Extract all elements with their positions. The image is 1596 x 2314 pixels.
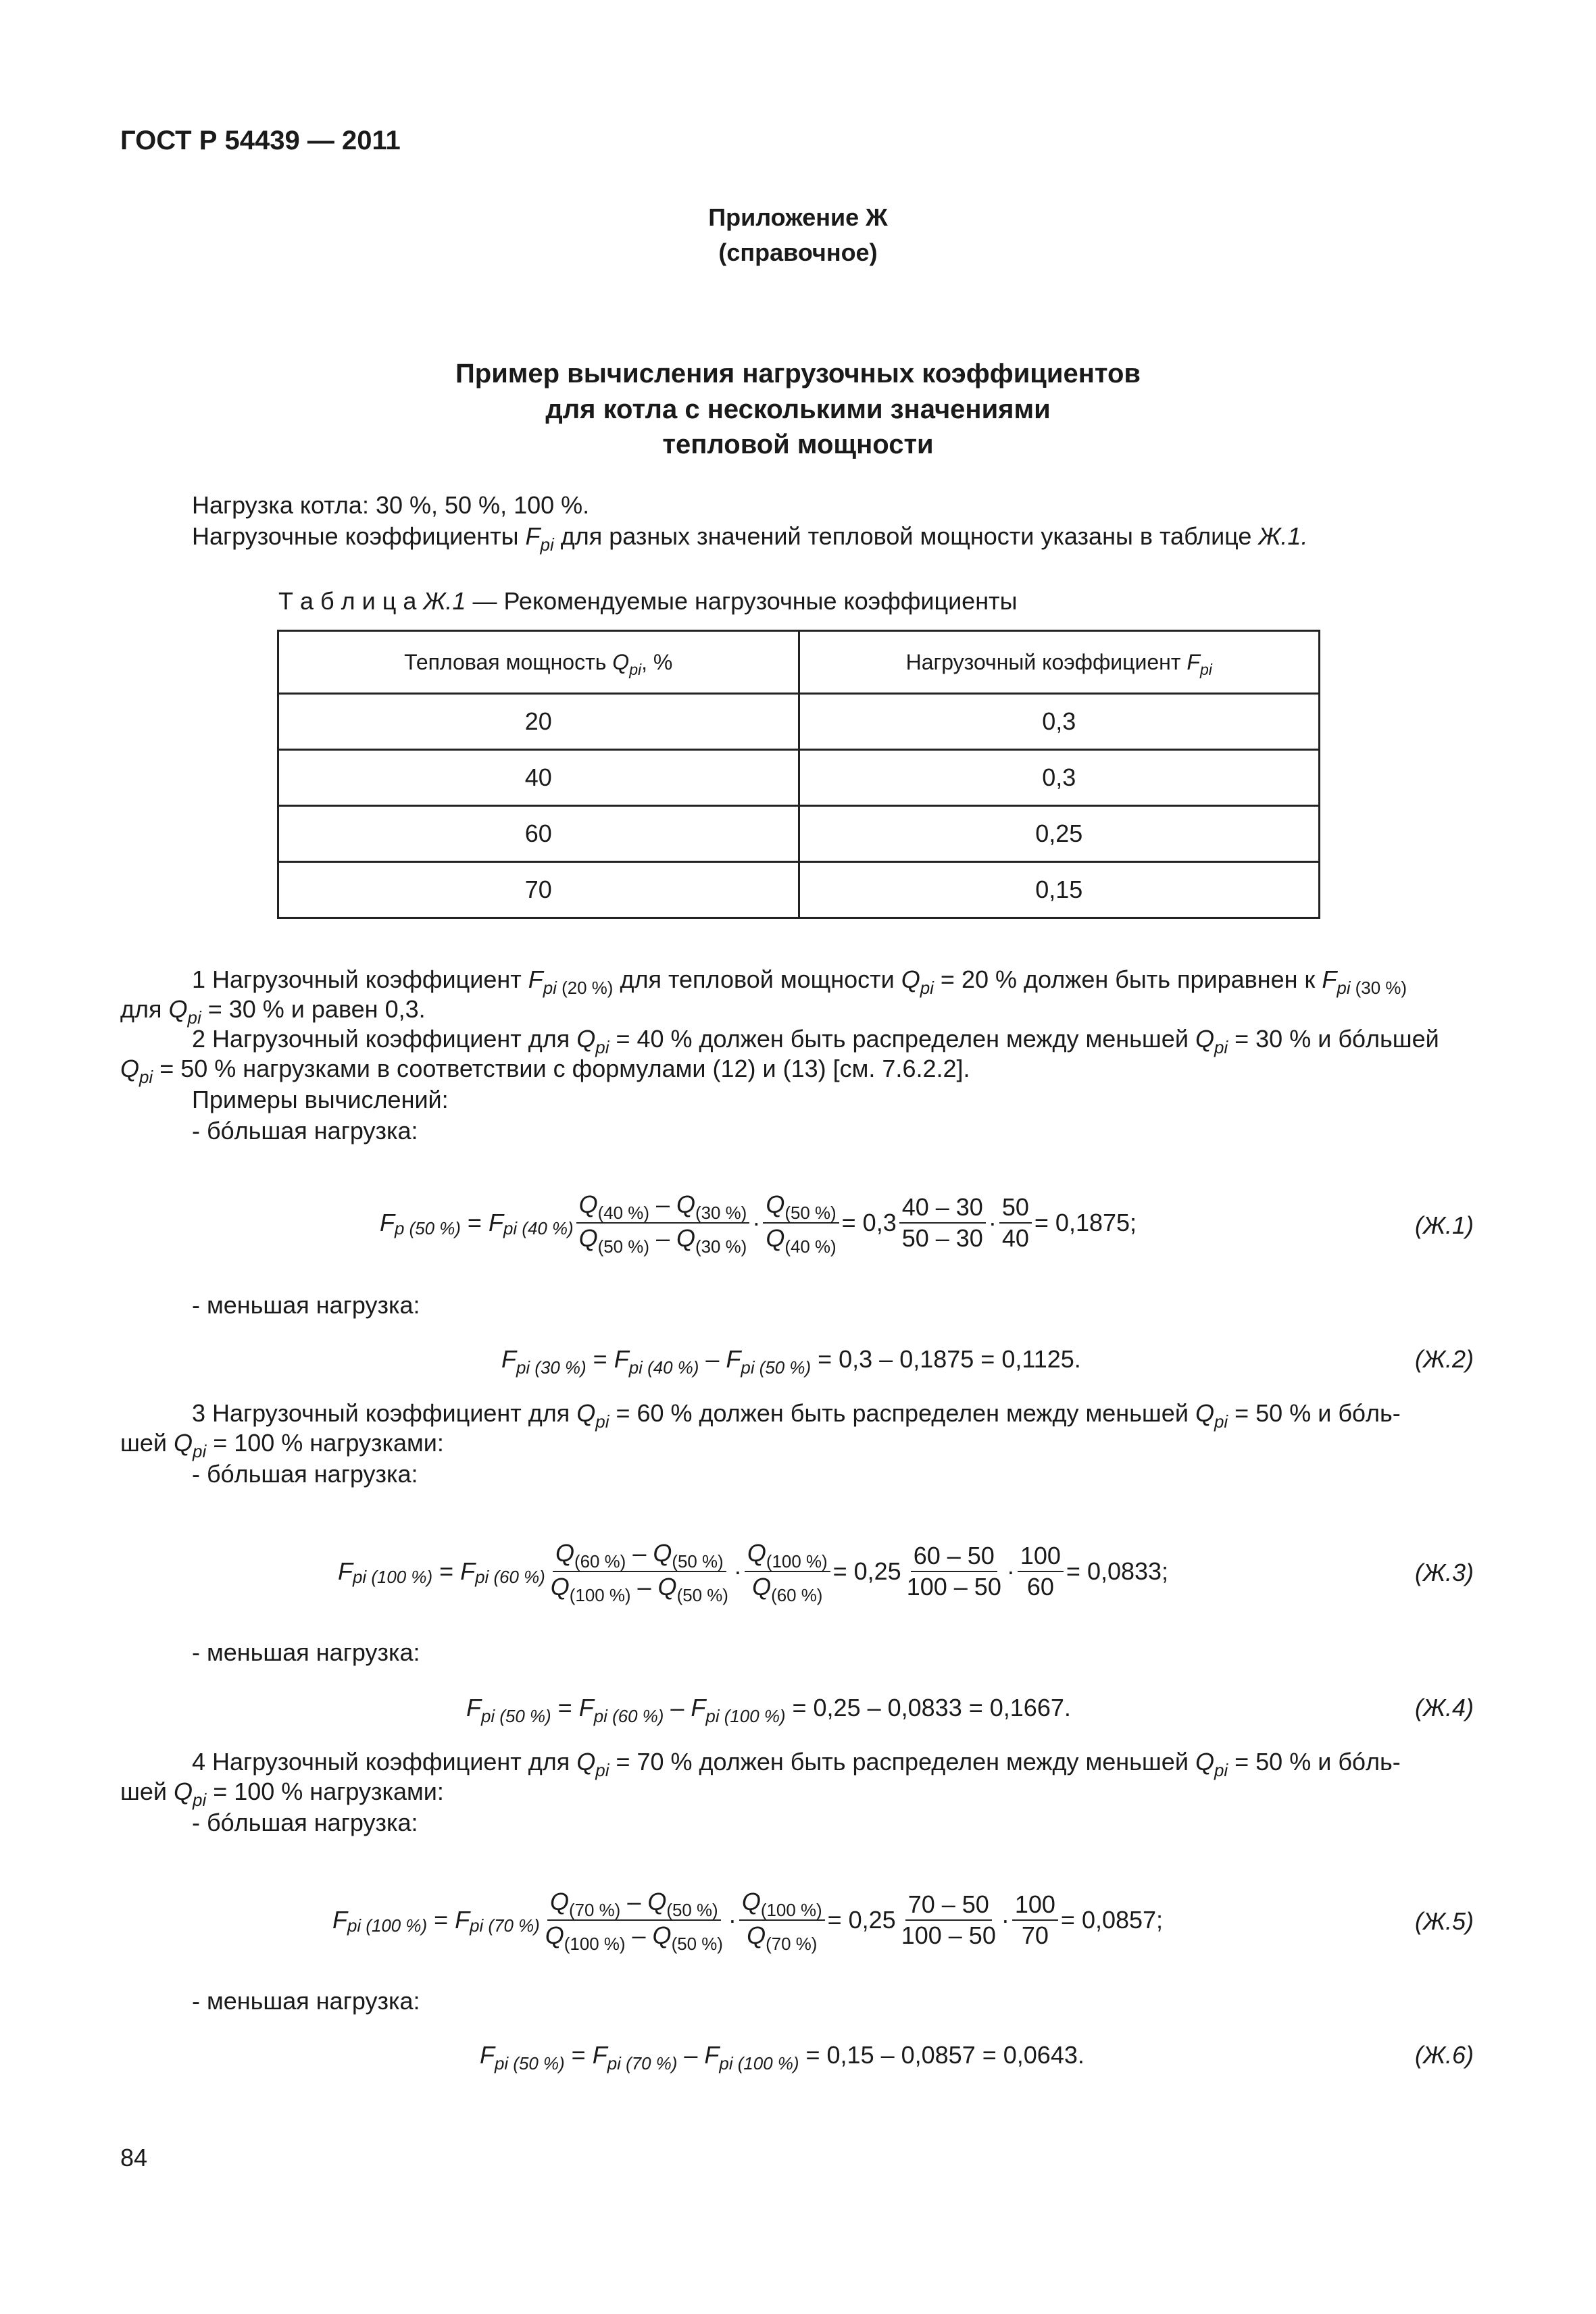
- note-1-line-1: 1 Нагрузочный коэффициент $F_{pi (20 \%)}$ для тепловой мощности $Q_{pi} = 20$ % должен быть приравнен к $F_{pi (30 \%)}$: [192, 965, 1407, 999]
- table-cell-coefficient: 0,3: [799, 694, 1320, 750]
- note-4-line-1: 4 Нагрузочный коэффициент для $Q_{pi} = 70$ % должен быть распределен между меньшей $Q_{pi} = 50$ % и бóль-: [192, 1748, 1401, 1781]
- table-cell-coefficient: 0,3: [799, 750, 1320, 806]
- note-2-line-2: $Q_{pi} = 50$ % нагрузками в соответствии с формулами (12) и (13) [см. 7.6.2.2].: [120, 1055, 970, 1088]
- appendix-kind: (справочное): [718, 238, 878, 266]
- intro-line-1: Нагрузка котла: 30 %, 50 %, 100 %.: [192, 491, 590, 519]
- note-3-line-2: шей $Q_{pi} = 100$ % нагрузками:: [120, 1429, 444, 1462]
- table-row: [278, 806, 1320, 862]
- table-cell-power: 60: [278, 806, 799, 862]
- table-cell-coefficient: 0,25: [799, 806, 1320, 862]
- examples-label: Примеры вычислений:: [192, 1086, 449, 1113]
- table-header-power: Тепловая мощность $Q_{pi}$, %: [278, 631, 799, 694]
- table-header-row: [278, 631, 1320, 694]
- table-row: [278, 694, 1320, 750]
- main-title-line-3: тепловой мощности: [662, 430, 934, 459]
- appendix-label: Приложение Ж: [708, 203, 888, 231]
- lesser-load-label: - меньшая нагрузка:: [192, 1291, 420, 1319]
- formula-zh5: F pi (100 %) = F pi (70 %) $\frac{Q_{(70 \%)} - Q_{(50 \%)}}{Q_{(100 \%)} - Q_{(50 \%)}}$ · $\frac{Q_{(100 \%)}}{Q_{(70 \%)}}$ = 0,25 $\frac{70 - 50}{100 - 50}$ · $\frac{100}{70}$ = 0,0857;: [332, 1888, 1164, 1955]
- appendix-title: [0, 200, 1596, 235]
- formula-zh3: F pi (100 %) = F pi (60 %) $\frac{Q_{(60 \%)} - Q_{(50 \%)}}{Q_{(100 \%)} - Q_{(50 \%)}}$ · $\frac{Q_{(100 \%)}}{Q_{(60 \%)}}$ = 0,25 $\frac{60 - 50}{100 - 50}$ · $\frac{100}{60}$ = 0,0833;: [338, 1539, 1169, 1606]
- note-2-line-1: 2 Нагрузочный коэффициент для $Q_{pi} = 40$ % должен быть распределен между меньшей $Q_{pi} = 30$ % и бóльшей: [192, 1025, 1439, 1058]
- greater-load-label: - бóльшая нагрузка:: [192, 1117, 418, 1145]
- greater-load-label: - бóльшая нагрузка:: [192, 1809, 418, 1836]
- formula-number: (Ж.5): [1415, 1907, 1474, 1935]
- note-4-line-2: шей $Q_{pi} = 100$ % нагрузками:: [120, 1778, 444, 1811]
- formula-zh2: $F_{pi (30 \%)} = F_{pi (40 \%)} - F_{pi (50 \%)} = 0,3 - 0,1875 = 0,1125$.: [501, 1345, 1081, 1378]
- formula-number: (Ж.6): [1415, 2041, 1474, 2069]
- table-row: [278, 750, 1320, 806]
- document-header: ГОСТ Р 54439 — 2011: [120, 126, 401, 155]
- lesser-load-label: - меньшая нагрузка:: [192, 1987, 420, 2015]
- table-caption: Т а б л и ц а Ж.1 — Рекомендуемые нагрузочные коэффициенты: [278, 587, 1018, 615]
- table-header-coefficient: Нагрузочный коэффициент $F_{pi}$: [799, 631, 1320, 694]
- formula-number: (Ж.3): [1415, 1559, 1474, 1586]
- load-coefficient-table: [277, 630, 1320, 919]
- page-number: 84: [120, 2144, 148, 2171]
- table-cell-power: 40: [278, 750, 799, 806]
- formula-zh4: $F_{pi (50 \%)} = F_{pi (60 \%)} - F_{pi (100 \%)} = 0,25 - 0,0833 = 0,1667$.: [466, 1694, 1071, 1727]
- lesser-load-label: - меньшая нагрузка:: [192, 1638, 420, 1666]
- table-cell-power: 70: [278, 862, 799, 918]
- formula-zh6: $F_{pi (50 \%)} = F_{pi (70 \%)} - F_{pi (100 \%)} = 0,15 - 0,0857 = 0,0643$.: [480, 2041, 1084, 2074]
- note-3-line-1: 3 Нагрузочный коэффициент для $Q_{pi} = 60$ % должен быть распределен между меньшей $Q_{pi} = 50$ % и бóль-: [192, 1399, 1401, 1432]
- main-title-line-2: для котла с несколькими значениями: [545, 395, 1051, 424]
- table-cell-power: 20: [278, 694, 799, 750]
- formula-number: (Ж.2): [1415, 1345, 1474, 1373]
- main-title-line-1: Пример вычисления нагрузочных коэффициентов: [455, 359, 1141, 388]
- intro-line-2: Нагрузочные коэффициенты $F_{pi}$ для разных значений тепловой мощности указаны в таблице Ж.1.: [192, 522, 1308, 555]
- note-1-line-2: для $Q_{pi} = 30$ % и равен 0,3.: [120, 995, 426, 1028]
- formula-zh1: F p (50 %) = F pi (40 %) $\frac{Q_{(40 \%)} - Q_{(30 \%)}}{Q_{(50 \%)} - Q_{(30 \%)}}$ · $\frac{Q_{(50 \%)}}{Q_{(40 \%)}}$ = 0,3 $\frac{40 - 30}{50 - 30}$ · $\frac{50}{40}$ = 0,1875;: [380, 1190, 1137, 1257]
- table-row: [278, 862, 1320, 918]
- greater-load-label: - бóльшая нагрузка:: [192, 1460, 418, 1488]
- formula-number: (Ж.4): [1415, 1694, 1474, 1721]
- table-cell-coefficient: 0,15: [799, 862, 1320, 918]
- formula-number: (Ж.1): [1415, 1211, 1474, 1239]
